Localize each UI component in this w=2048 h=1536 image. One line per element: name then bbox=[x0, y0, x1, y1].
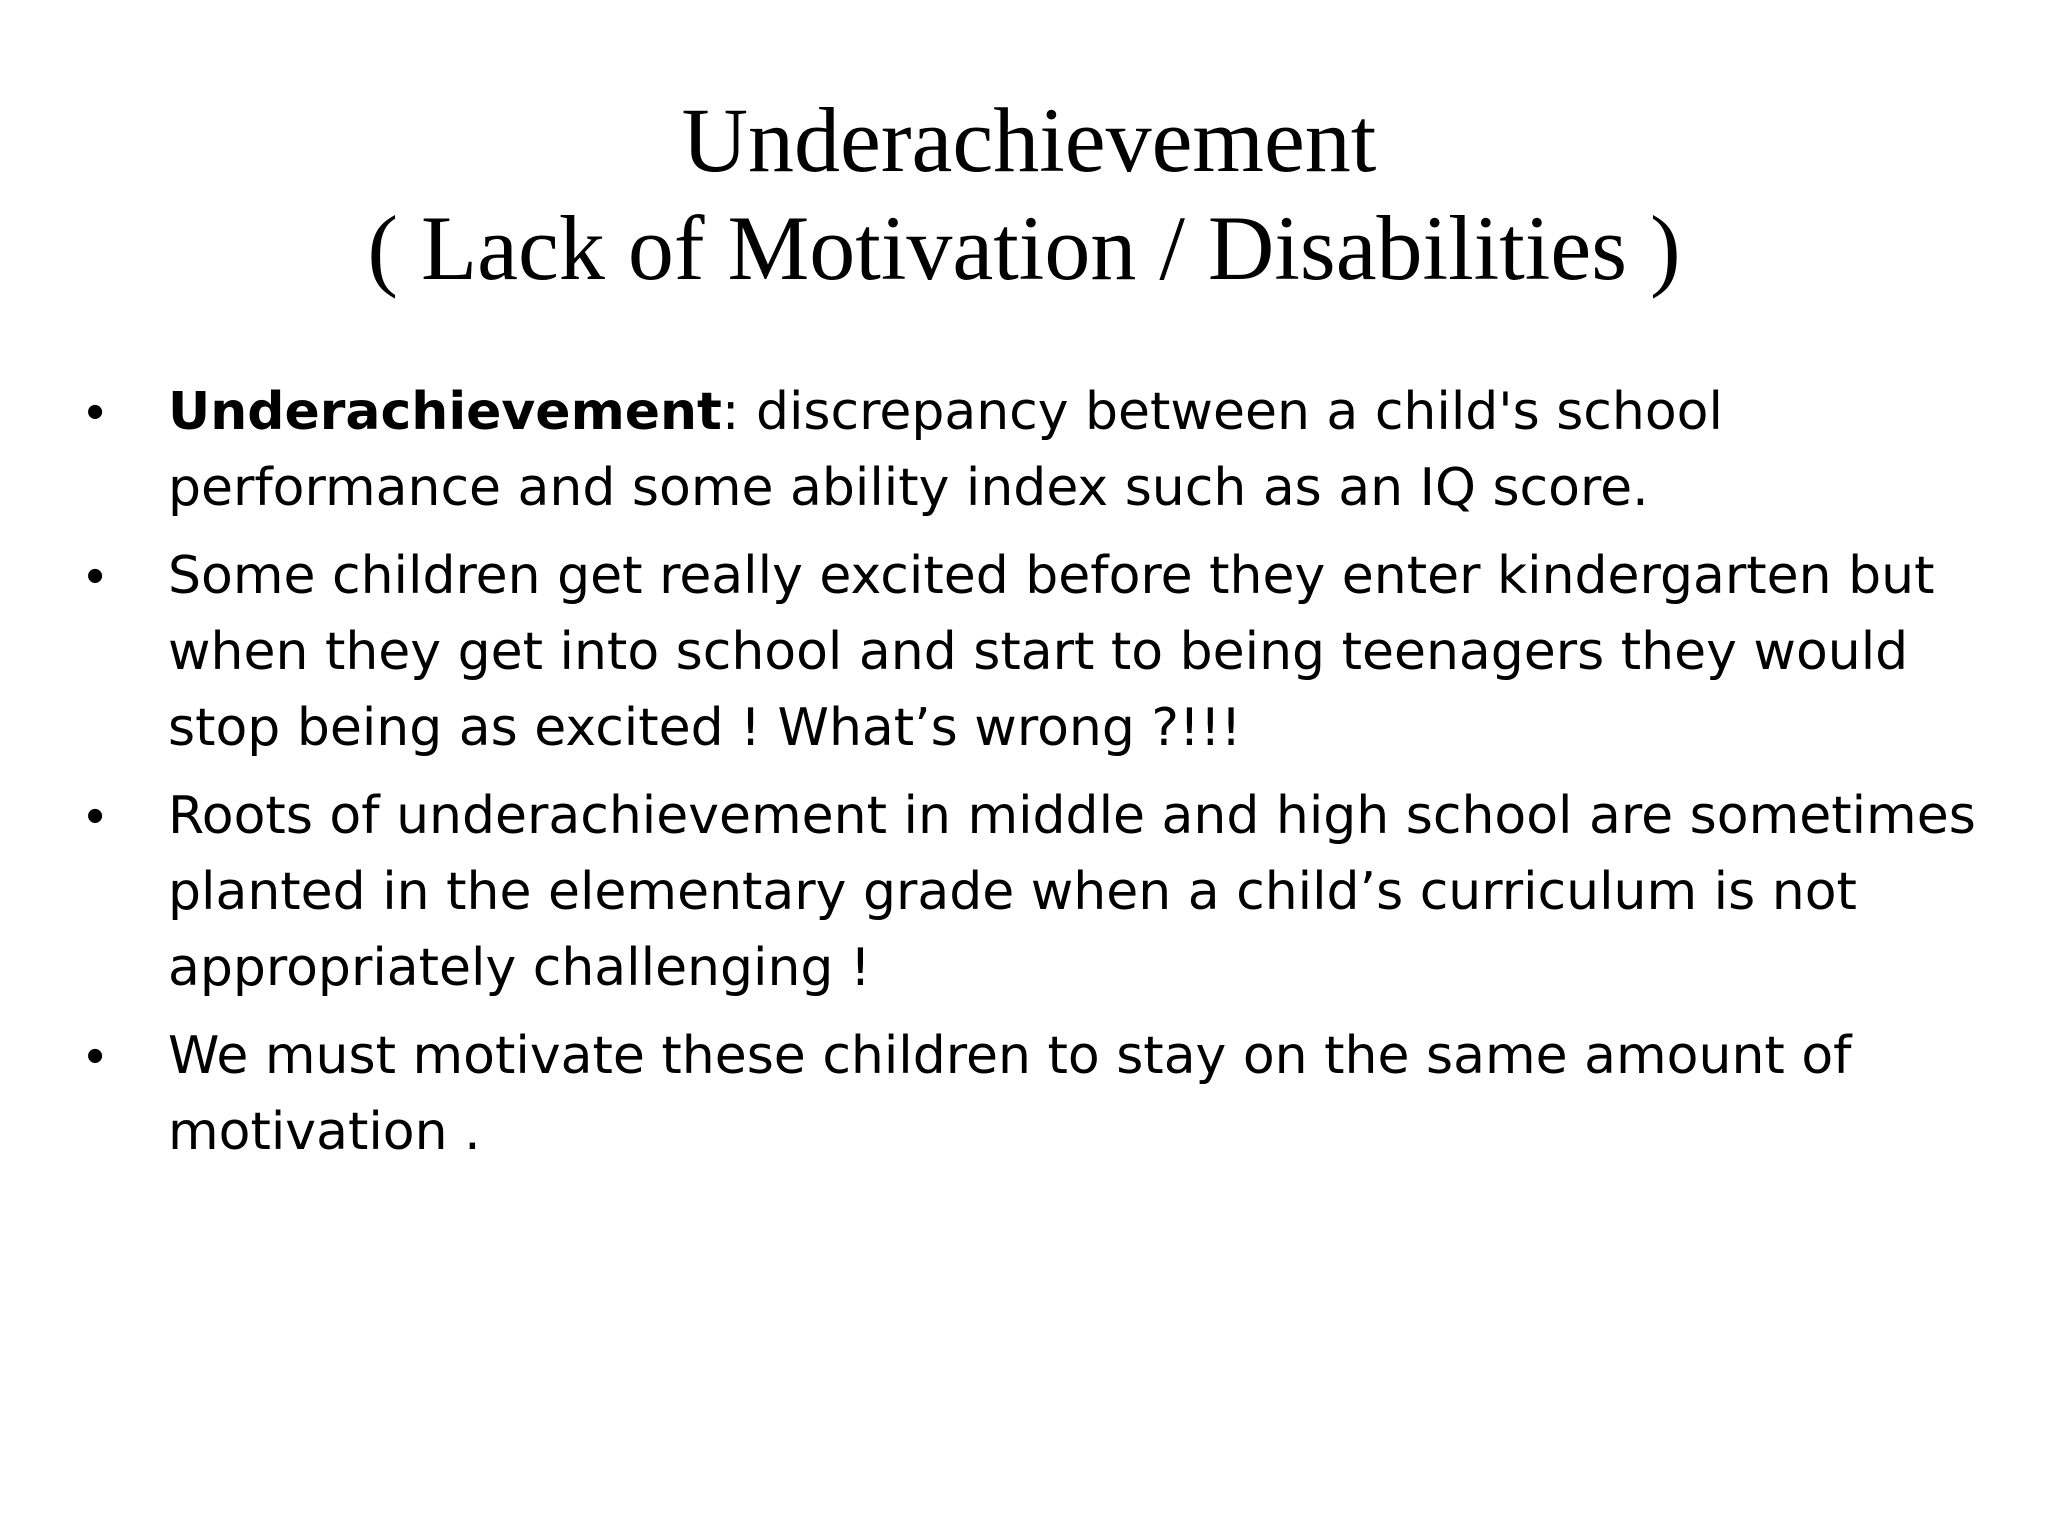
bullet-text-line: appropriately challenging ! bbox=[168, 938, 871, 998]
bullet-text-line: stop being as excited ! What’s wrong ?!!! bbox=[168, 698, 1242, 758]
bullet-text-line: planted in the elementary grade when a child’s curriculum is not bbox=[168, 862, 1857, 922]
bullet-term: Underachievement bbox=[168, 382, 722, 442]
bullet-dot-icon: • bbox=[86, 787, 105, 845]
bullet-text-line: when they get into school and start to being teenagers they would bbox=[168, 622, 1909, 682]
slide-title-line-1: Underachievement bbox=[681, 89, 1377, 191]
bullet-text-line: performance and some ability index such as an IQ score. bbox=[168, 458, 1649, 518]
slide-title bbox=[0, 86, 2048, 302]
bullet-text-line: Roots of underachievement in middle and high school are sometimes bbox=[168, 786, 1976, 846]
bullet-definition: : discrepancy between a child's school bbox=[721, 382, 1723, 442]
bullet-dot-icon: • bbox=[86, 1027, 105, 1085]
bullet-item bbox=[86, 1018, 1986, 1170]
slide-title-line-2: ( Lack of Motivation / Disabilities ) bbox=[367, 197, 1681, 299]
bullet-text-line: We must motivate these children to stay on the same amount of bbox=[168, 1026, 1852, 1086]
bullet-text-line: motivation . bbox=[168, 1102, 481, 1162]
bullet-dot-icon: • bbox=[86, 547, 105, 605]
bullet-text-line bbox=[168, 374, 1986, 450]
bullet-item bbox=[86, 374, 1986, 526]
bullet-list bbox=[86, 374, 1986, 1182]
bullet-dot-icon: • bbox=[86, 383, 105, 441]
bullet-text-line: Some children get really excited before they enter kindergarten but bbox=[168, 546, 1935, 606]
bullet-item bbox=[86, 778, 1986, 1006]
bullet-item bbox=[86, 538, 1986, 766]
